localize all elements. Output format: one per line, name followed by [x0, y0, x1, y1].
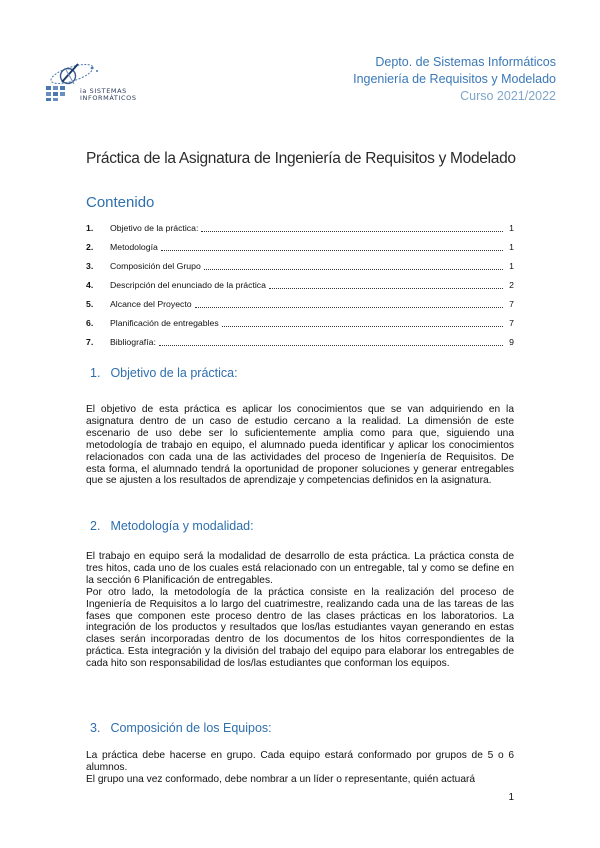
toc-item-page: 9	[509, 337, 514, 347]
toc-item-page: 7	[509, 299, 514, 309]
section-1-heading	[90, 366, 238, 380]
logo-caption	[80, 88, 137, 102]
toc-leader-dots	[195, 307, 503, 308]
academic-year: Curso 2021/2022	[460, 89, 556, 103]
toc-item-number: 4.	[86, 280, 94, 290]
toc-leader-dots	[222, 326, 503, 327]
toc-item-label: Bibliografía:	[110, 337, 156, 347]
toc-item-label: Planificación de entregables	[110, 318, 219, 328]
document-title: Práctica de la Asignatura de Ingeniería de Requisitos y Modelado	[86, 150, 516, 167]
toc-item[interactable]	[86, 215, 514, 234]
paragraph: El objetivo de esta práctica es aplicar los conocimientos que se van adquiriendo en la asignatura dentro de un caso de estudio cercano a la realidad. La dimensión de este escenario de uso debe ser lo suficientemente amplia como para que, siguiendo una metodología de trabajo en equipo, el alumnado pueda identificar y aplicar los conocimientos relacionados con cada una de las actividades del proceso de Ingeniería de Requisitos. De esta forma, el alumnado tendrá la oportunidad de proponer soluciones y generar entregables que se ajusten a los resultados de aprendizaje y competencias definidos en la asignatura.	[86, 404, 514, 487]
paragraph: Por otro lado, la metodología de la práctica consiste en la realización del proceso de Ingeniería de Requisitos a lo largo del cuatrimestre, realizando cada una de las tareas de las fases que componen este proceso dentro de las clases prácticas en los laboratorios. La integración de los productos y resultados que los/las estudiantes vayan generando en estas clases serán incorporadas dentro de los documentos de los hitos correspondientes de la práctica. Esta integración y la división del trabajo del equipo para elaborar los entregables de cada hito son responsabilidad de los/las estudiantes que conforman los equipos.	[86, 586, 514, 670]
toc-item-label: Metodología	[110, 242, 158, 252]
toc-item-number: 5.	[86, 299, 94, 309]
table-of-contents	[86, 215, 514, 348]
logo-caption-line1: ia SISTEMAS	[80, 87, 127, 95]
toc-leader-dots	[159, 345, 503, 346]
section-2-body	[86, 551, 514, 670]
section-number: 1.	[90, 366, 101, 380]
section-title: Objetivo de la práctica:	[110, 366, 238, 380]
page-number: 1	[508, 792, 514, 803]
section-title: Metodología y modalidad:	[110, 519, 254, 533]
section-number: 2.	[90, 519, 101, 533]
logo-caption-line2: INFORMÁTICOS	[80, 94, 137, 102]
toc-item-page: 2	[509, 280, 514, 290]
toc-item-number: 6.	[86, 318, 94, 328]
section-2-heading	[90, 519, 254, 533]
toc-leader-dots	[269, 288, 503, 289]
section-3-body	[86, 750, 514, 786]
toc-item-label: Composición del Grupo	[110, 261, 201, 271]
toc-item[interactable]	[86, 253, 514, 272]
toc-leader-dots	[204, 269, 503, 270]
paragraph: La práctica debe hacerse en grupo. Cada equipo estará conformado por grupos de 5 o 6 alumnos.	[86, 750, 514, 773]
section-number: 3.	[90, 721, 101, 735]
toc-item-number: 1.	[86, 223, 94, 233]
toc-item-label: Alcance del Proyecto	[110, 299, 192, 309]
toc-item-page: 1	[509, 261, 514, 271]
section-title: Composición de los Equipos:	[110, 721, 272, 735]
toc-item[interactable]	[86, 310, 514, 329]
toc-heading: Contenido	[86, 194, 155, 211]
department-name: Depto. de Sistemas Informáticos	[375, 55, 556, 69]
course-name: Ingeniería de Requisitos y Modelado	[353, 72, 556, 86]
toc-item-number: 2.	[86, 242, 94, 252]
toc-item-label: Objetivo de la práctica:	[110, 223, 199, 233]
toc-item-label: Descripción del enunciado de la práctica	[110, 280, 266, 290]
section-1-body	[86, 404, 514, 487]
toc-item[interactable]	[86, 234, 514, 253]
paragraph: El grupo una vez conformado, debe nombrar a un líder o representante, quién actuará	[86, 773, 476, 785]
section-3-heading	[90, 721, 272, 735]
toc-item[interactable]	[86, 329, 514, 348]
paragraph: El trabajo en equipo será la modalidad de desarrollo de esta práctica. La práctica consta de tres hitos, cada uno de los cuales está relacionado con un entregable, tal y como se define en la sección 6 Planificación de entregables.	[86, 551, 514, 586]
department-header	[353, 54, 556, 105]
toc-leader-dots	[201, 231, 503, 232]
toc-item-page: 1	[509, 242, 514, 252]
toc-item-page: 1	[509, 223, 514, 233]
toc-leader-dots	[161, 250, 503, 251]
toc-item[interactable]	[86, 272, 514, 291]
toc-item-number: 7.	[86, 337, 94, 347]
toc-item[interactable]	[86, 291, 514, 310]
toc-item-number: 3.	[86, 261, 94, 271]
toc-item-page: 7	[509, 318, 514, 328]
